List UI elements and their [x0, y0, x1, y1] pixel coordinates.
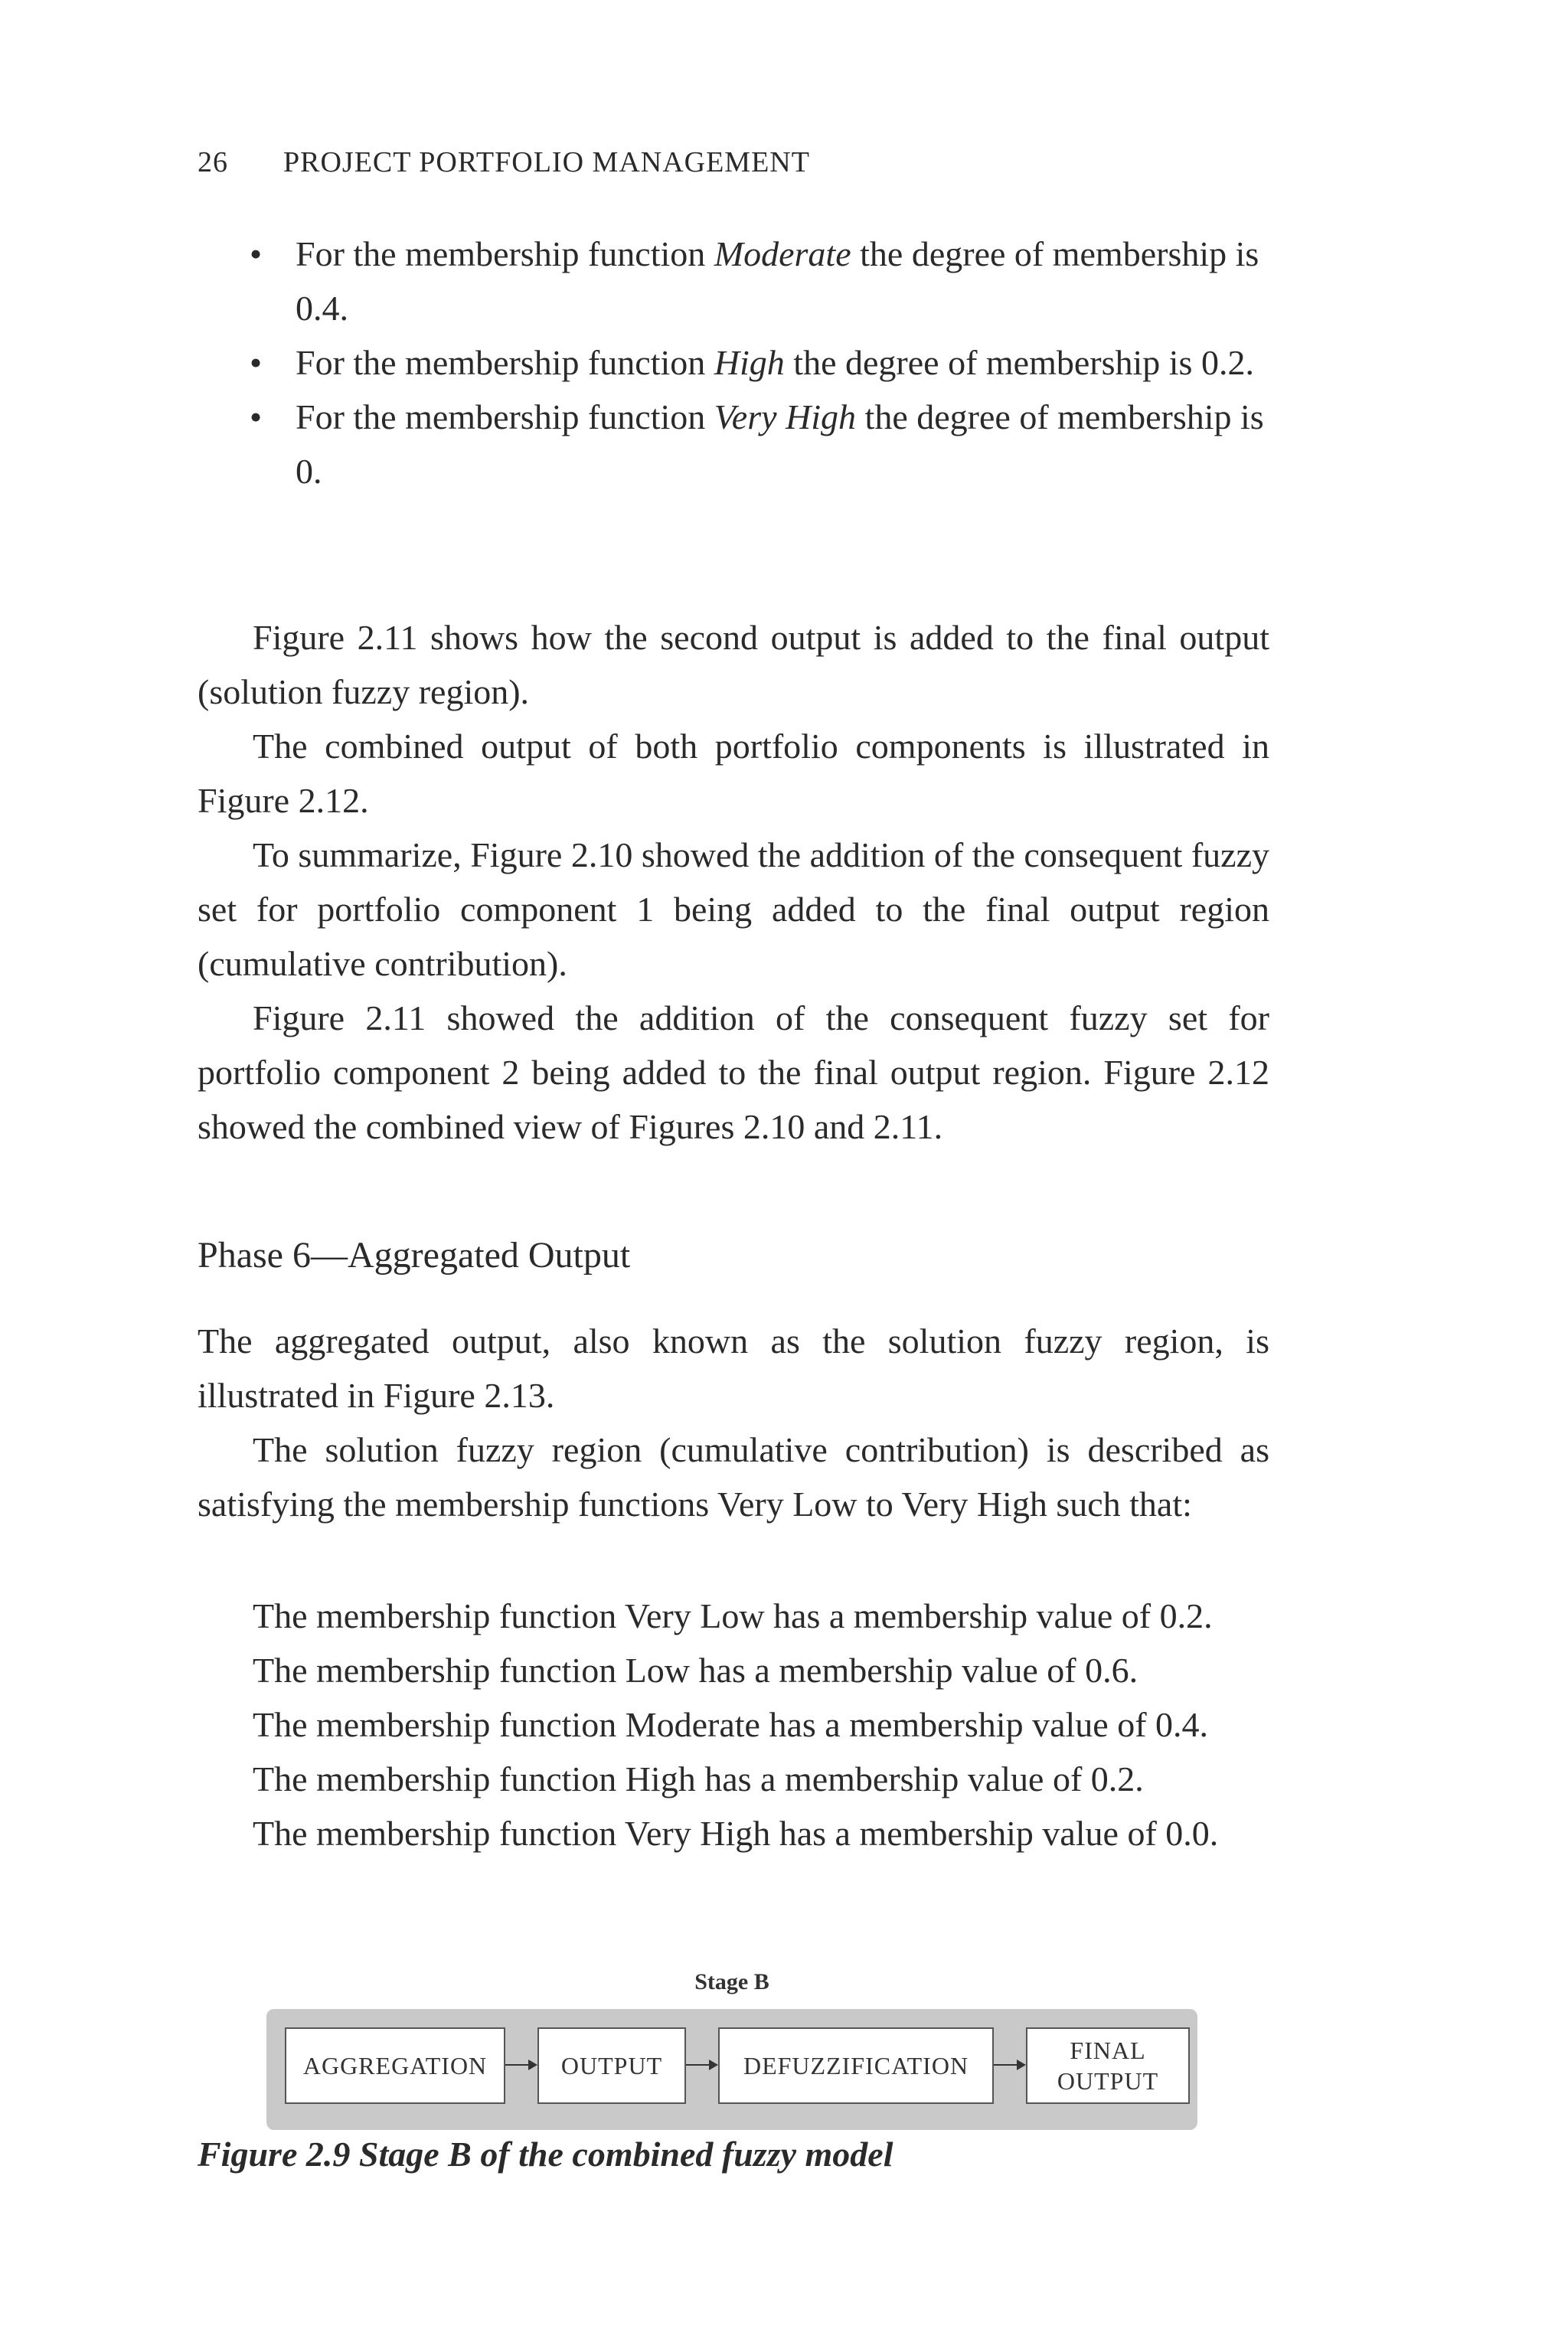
final-output-box: FINAL OUTPUT — [1026, 2027, 1190, 2104]
membership-line: The membership function Very Low has a membership value of 0.2. — [253, 1596, 1213, 1635]
arrow-icon — [505, 2064, 536, 2066]
stage-b-diagram — [266, 1969, 1197, 2130]
section-heading: Phase 6—Aggregated Output — [198, 1235, 631, 1276]
figure-caption: Figure 2.9 Stage B of the combined fuzzy model — [198, 2135, 893, 2174]
paragraph: To summarize, Figure 2.10 showed the addition of the consequent fuzzy set for portfolio component 1 being added to the final output region (cumulative contribution). — [198, 835, 1269, 983]
body-paragraphs — [198, 610, 1269, 1154]
membership-line: The membership function Very High has a membership value of 0.0. — [253, 1814, 1219, 1853]
bullet-item: • For the membership function High the degree of membership is 0.2. — [198, 335, 1269, 390]
stage-label: Stage B — [694, 1969, 769, 1994]
bullet-term: Moderate — [714, 234, 851, 273]
membership-line: The membership function Low has a membership value of 0.6. — [253, 1651, 1138, 1690]
paragraph: Figure 2.11 showed the addition of the consequent fuzzy set for portfolio component 2 being added to the final output region. Figure 2.12 showed the combined view of Figures 2.10 and 2.11. — [198, 998, 1269, 1146]
page-number: 26 — [198, 146, 228, 178]
bullet-item: • For the membership function Very High the degree of membership is 0. — [198, 390, 1269, 498]
bullet-term: High — [714, 343, 785, 382]
membership-line: The membership function Moderate has a membership value of 0.4. — [253, 1705, 1209, 1744]
paragraph: The combined output of both portfolio components is illustrated in Figure 2.12. — [198, 727, 1269, 820]
bullet-list — [198, 227, 1269, 498]
bullet-item: • For the membership function Moderate the degree of membership is 0.4. — [198, 227, 1269, 335]
paragraph: The aggregated output, also known as the solution fuzzy region, is illustrated in Figure 2.13. — [198, 1321, 1269, 1415]
bullet-dot-icon: • — [250, 397, 263, 436]
paragraph: The solution fuzzy region (cumulative contribution) is described as satisfying the membership functions Very Low to Very High such that: — [198, 1430, 1269, 1524]
bullet-dot-icon: • — [250, 343, 263, 382]
output-box: OUTPUT — [537, 2027, 686, 2104]
aggregation-box: AGGREGATION — [285, 2027, 505, 2104]
paragraph: Figure 2.11 shows how the second output is added to the final output (solution fuzzy region). — [198, 618, 1269, 711]
section-paragraphs — [198, 1314, 1269, 1531]
membership-line: The membership function High has a membership value of 0.2. — [253, 1759, 1144, 1798]
defuzzification-box: DEFUZZIFICATION — [718, 2027, 994, 2104]
bullet-dot-icon: • — [250, 234, 263, 273]
membership-list — [253, 1589, 1325, 1860]
arrow-icon — [994, 2064, 1024, 2066]
running-title: PROJECT PORTFOLIO MANAGEMENT — [283, 146, 810, 178]
arrow-icon — [686, 2064, 717, 2066]
bullet-term: Very High — [714, 397, 857, 436]
running-header — [198, 145, 810, 179]
